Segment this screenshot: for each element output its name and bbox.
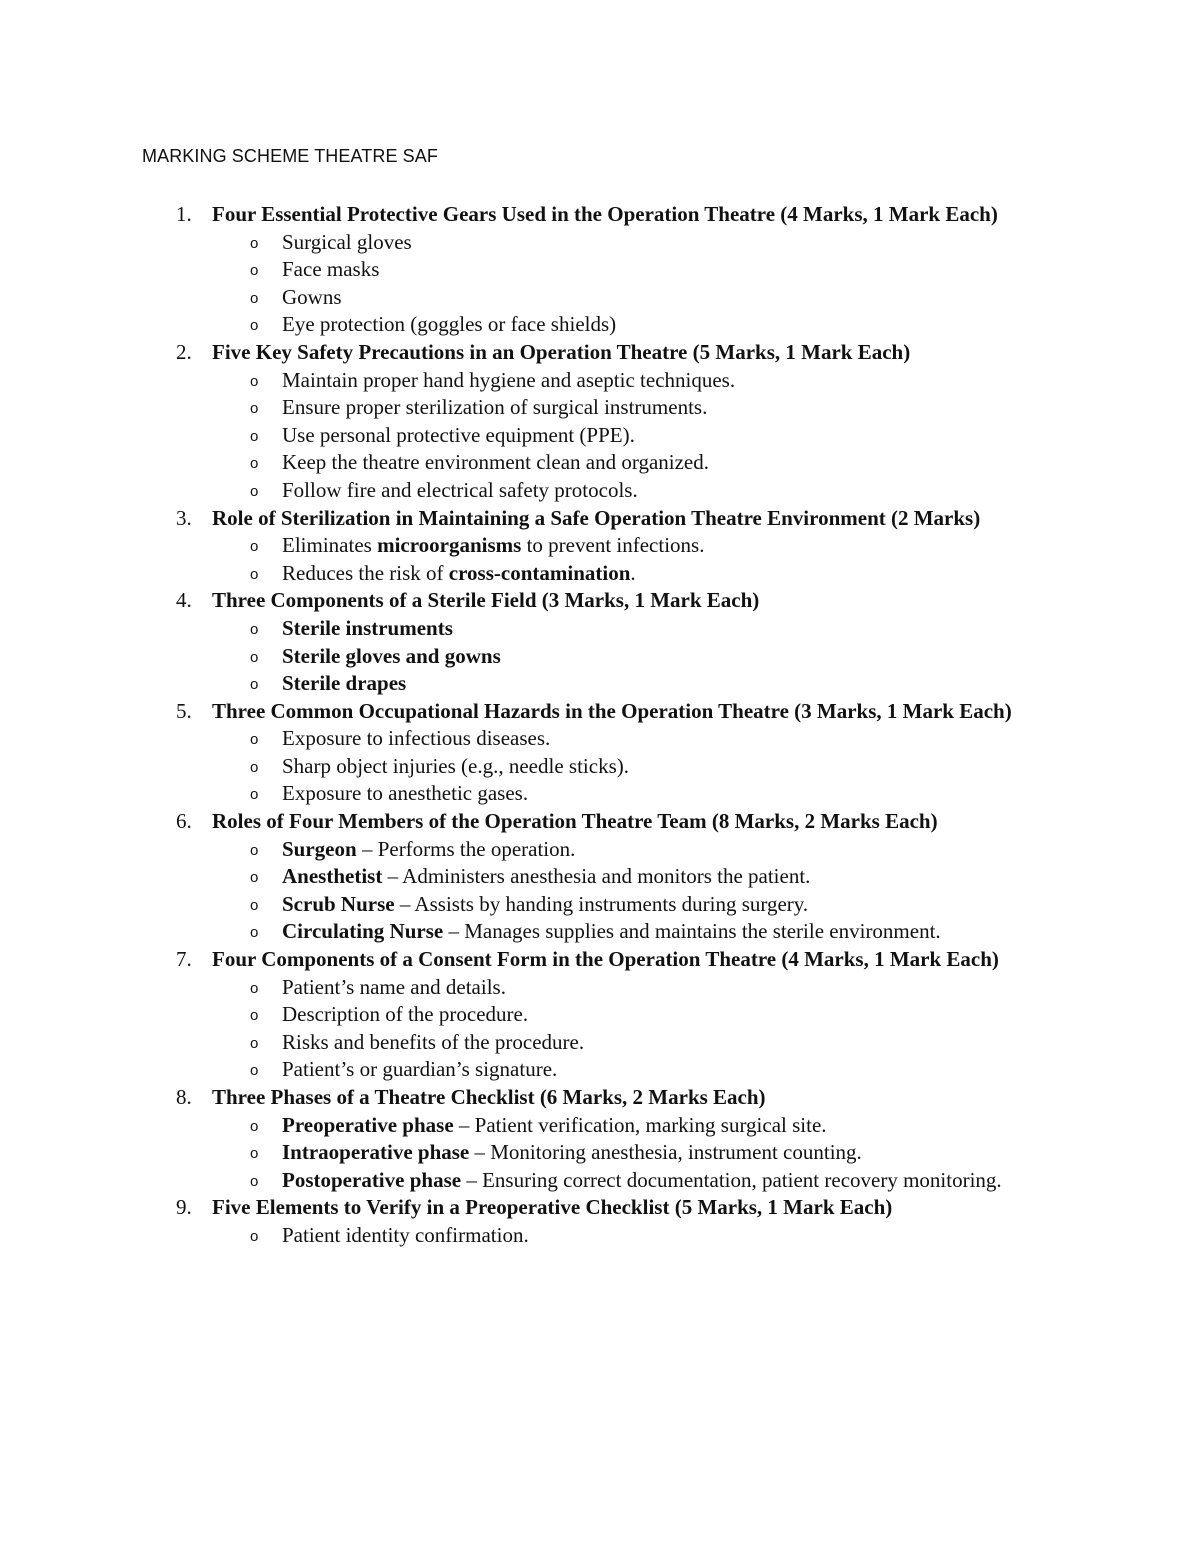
answer-item: [0, 256, 1042, 284]
bullet-icon: o: [250, 455, 259, 473]
answer-term: Postoperative phase: [282, 1167, 462, 1192]
answer-text: Eye protection (goggles or face shields): [282, 312, 617, 337]
answer-item: [0, 367, 1042, 395]
answer-list: [0, 229, 1200, 339]
answer-text: Exposure to infectious diseases.: [282, 726, 551, 751]
answer-item: [0, 974, 1042, 1002]
question-number: 7.: [176, 947, 192, 972]
question-number: 2.: [176, 339, 192, 364]
bullet-icon: o: [250, 620, 259, 638]
answer-text: Patient’s or guardian’s signature.: [282, 1057, 558, 1082]
bullet-icon: o: [250, 234, 259, 252]
answer-item: [0, 918, 1042, 946]
bullet-icon: o: [250, 1007, 259, 1025]
question-number: 3.: [176, 505, 192, 530]
answer-item: [0, 725, 1042, 753]
document-title: MARKING SCHEME THEATRE SAF: [142, 146, 438, 166]
answer-item: [0, 1222, 1042, 1250]
answer-text: Sharp object injuries (e.g., needle sticks).: [282, 753, 629, 778]
answer-text: Description of the procedure.: [282, 1002, 529, 1027]
question-heading-text: Five Key Safety Precautions in an Operation Theatre (5 Marks, 1 Mark Each): [212, 339, 911, 364]
question-heading-text: Three Components of a Sterile Field (3 Marks, 1 Mark Each): [212, 588, 760, 613]
answer-key-term: microorganisms: [377, 533, 522, 558]
bullet-icon: o: [250, 262, 259, 280]
bullet-icon: o: [250, 979, 259, 997]
answer-text: Eliminates: [282, 533, 378, 558]
bullet-icon: o: [250, 648, 259, 666]
bullet-icon: o: [250, 427, 259, 445]
question-number: 5.: [176, 698, 192, 723]
answer-text: Reduces the risk of: [282, 560, 449, 585]
bullet-icon: o: [250, 924, 259, 942]
answer-item: [0, 284, 1042, 312]
bullet-icon: o: [250, 676, 259, 694]
answer-key-term: cross-contamination: [448, 560, 631, 585]
bullet-icon: o: [250, 1227, 259, 1245]
question-heading-text: Four Essential Protective Gears Used in the Operation Theatre (4 Marks, 1 Mark Each): [212, 202, 998, 226]
answer-text: Keep the theatre environment clean and organized.: [282, 450, 710, 475]
question-number: 4.: [176, 588, 192, 613]
answer-item: [0, 532, 1042, 560]
answer-list: [0, 532, 1200, 587]
bullet-icon: o: [250, 538, 259, 556]
bullet-icon: o: [250, 841, 259, 859]
answer-item: [0, 449, 1042, 477]
answer-item: [0, 1001, 1042, 1029]
answer-item: [0, 1167, 1042, 1195]
question-heading-text: Role of Sterilization in Maintaining a Safe Operation Theatre Environment (2 Marks): [212, 505, 981, 530]
answer-list: [0, 725, 1200, 808]
question-heading: [0, 1194, 1050, 1222]
answer-term: Sterile gloves and gowns: [282, 643, 501, 668]
answer-text: Surgical gloves: [282, 229, 412, 254]
question-heading-text: Roles of Four Members of the Operation Theatre Team (8 Marks, 2 Marks Each): [212, 809, 938, 834]
question-heading: [0, 1084, 1050, 1112]
answer-text: – Performs the operation.: [356, 836, 576, 861]
answer-item: [0, 753, 1042, 781]
question-item: [0, 946, 1200, 1084]
answer-item: [0, 1112, 1042, 1140]
question-heading: [0, 505, 1050, 533]
question-heading-text: Three Phases of a Theatre Checklist (6 Marks, 2 Marks Each): [212, 1085, 766, 1109]
bullet-icon: o: [250, 1117, 259, 1135]
answer-item: [0, 1029, 1042, 1057]
answer-text: Exposure to anesthetic gases.: [282, 781, 529, 806]
answer-list: [0, 1222, 1200, 1250]
question-heading: [0, 339, 1050, 367]
bullet-icon: o: [250, 786, 259, 804]
answer-item: [0, 891, 1042, 919]
answer-text: Risks and benefits of the procedure.: [282, 1029, 585, 1054]
bullet-icon: o: [250, 317, 259, 335]
question-item: [0, 1084, 1200, 1194]
answer-text: Use personal protective equipment (PPE).: [282, 422, 635, 447]
question-number: 1.: [176, 202, 192, 226]
question-number: 6.: [176, 809, 192, 834]
bullet-icon: o: [250, 482, 259, 500]
answer-item: [0, 560, 1042, 588]
answer-item: [0, 670, 1042, 698]
answer-text: Face masks: [282, 257, 380, 282]
question-heading: [0, 201, 1050, 229]
answer-item: [0, 422, 1042, 450]
answer-term: Scrub Nurse: [282, 891, 395, 916]
answer-term: Sterile drapes: [282, 671, 407, 696]
bullet-icon: o: [250, 1145, 259, 1163]
answer-text: .: [630, 560, 636, 585]
answer-text: Patient identity confirmation.: [282, 1222, 529, 1247]
question-item: [0, 587, 1200, 697]
answer-item: [0, 229, 1042, 257]
question-heading: [0, 808, 1050, 836]
answer-term: Anesthetist: [282, 864, 383, 889]
answer-list: [0, 367, 1200, 505]
question-heading-text: Five Elements to Verify in a Preoperative Checklist (5 Marks, 1 Mark Each): [212, 1195, 893, 1220]
bullet-icon: o: [250, 289, 259, 307]
question-item: [0, 339, 1200, 505]
bullet-icon: o: [250, 565, 259, 583]
question-item: [0, 505, 1200, 588]
bullet-icon: o: [250, 372, 259, 390]
answer-term: Circulating Nurse: [282, 919, 444, 944]
bullet-icon: o: [250, 400, 259, 418]
answer-text: Gowns: [282, 284, 342, 309]
answer-item: [0, 311, 1042, 339]
answer-term: Preoperative phase: [282, 1112, 454, 1137]
question-heading: [0, 587, 1050, 615]
answer-item: [0, 1056, 1042, 1084]
question-heading-text: Three Common Occupational Hazards in the Operation Theatre (3 Marks, 1 Mark Each): [212, 698, 1012, 723]
answer-list: [0, 836, 1200, 946]
question-number: 8.: [176, 1085, 192, 1109]
answer-text: – Monitoring anesthesia, instrument counting.: [469, 1140, 862, 1165]
answer-text: – Assists by handing instruments during surgery.: [394, 891, 809, 916]
answer-item: [0, 836, 1042, 864]
answer-item: [0, 1139, 1042, 1167]
answer-text: Ensure proper sterilization of surgical instruments.: [282, 395, 708, 420]
bullet-icon: o: [250, 869, 259, 887]
question-heading-text: Four Components of a Consent Form in the Operation Theatre (4 Marks, 1 Mark Each): [212, 947, 999, 972]
answer-item: [0, 863, 1042, 891]
answer-list: [0, 974, 1200, 1084]
answer-item: [0, 780, 1042, 808]
question-number: 9.: [176, 1195, 192, 1220]
bullet-icon: o: [250, 1062, 259, 1080]
question-item: [0, 698, 1200, 808]
answer-list: [0, 615, 1200, 698]
answer-term: Sterile instruments: [282, 615, 453, 640]
answer-text: Follow fire and electrical safety protocols.: [282, 477, 638, 502]
answer-text: – Ensuring correct documentation, patient recovery monitoring.: [461, 1167, 1002, 1192]
bullet-icon: o: [250, 1172, 259, 1190]
question-heading: [0, 946, 1050, 974]
bullet-icon: o: [250, 896, 259, 914]
question-heading: [0, 698, 1050, 726]
bullet-icon: o: [250, 758, 259, 776]
question-list: [0, 201, 1200, 1250]
question-item: [0, 201, 1200, 339]
answer-item: [0, 643, 1042, 671]
answer-item: [0, 615, 1042, 643]
bullet-icon: o: [250, 731, 259, 749]
answer-text: – Administers anesthesia and monitors the patient.: [382, 864, 811, 889]
answer-text: Patient’s name and details.: [282, 974, 506, 999]
bullet-icon: o: [250, 1034, 259, 1052]
answer-term: Intraoperative phase: [282, 1140, 470, 1165]
answer-list: [0, 1112, 1200, 1195]
answer-text: Maintain proper hand hygiene and aseptic techniques.: [282, 367, 736, 392]
answer-item: [0, 394, 1042, 422]
question-item: [0, 808, 1200, 946]
question-item: [0, 1194, 1200, 1249]
answer-text: – Patient verification, marking surgical site.: [453, 1112, 827, 1137]
answer-text: to prevent infections.: [521, 533, 705, 558]
answer-text: – Manages supplies and maintains the sterile environment.: [443, 919, 941, 944]
answer-item: [0, 477, 1042, 505]
answer-term: Surgeon: [282, 836, 357, 861]
